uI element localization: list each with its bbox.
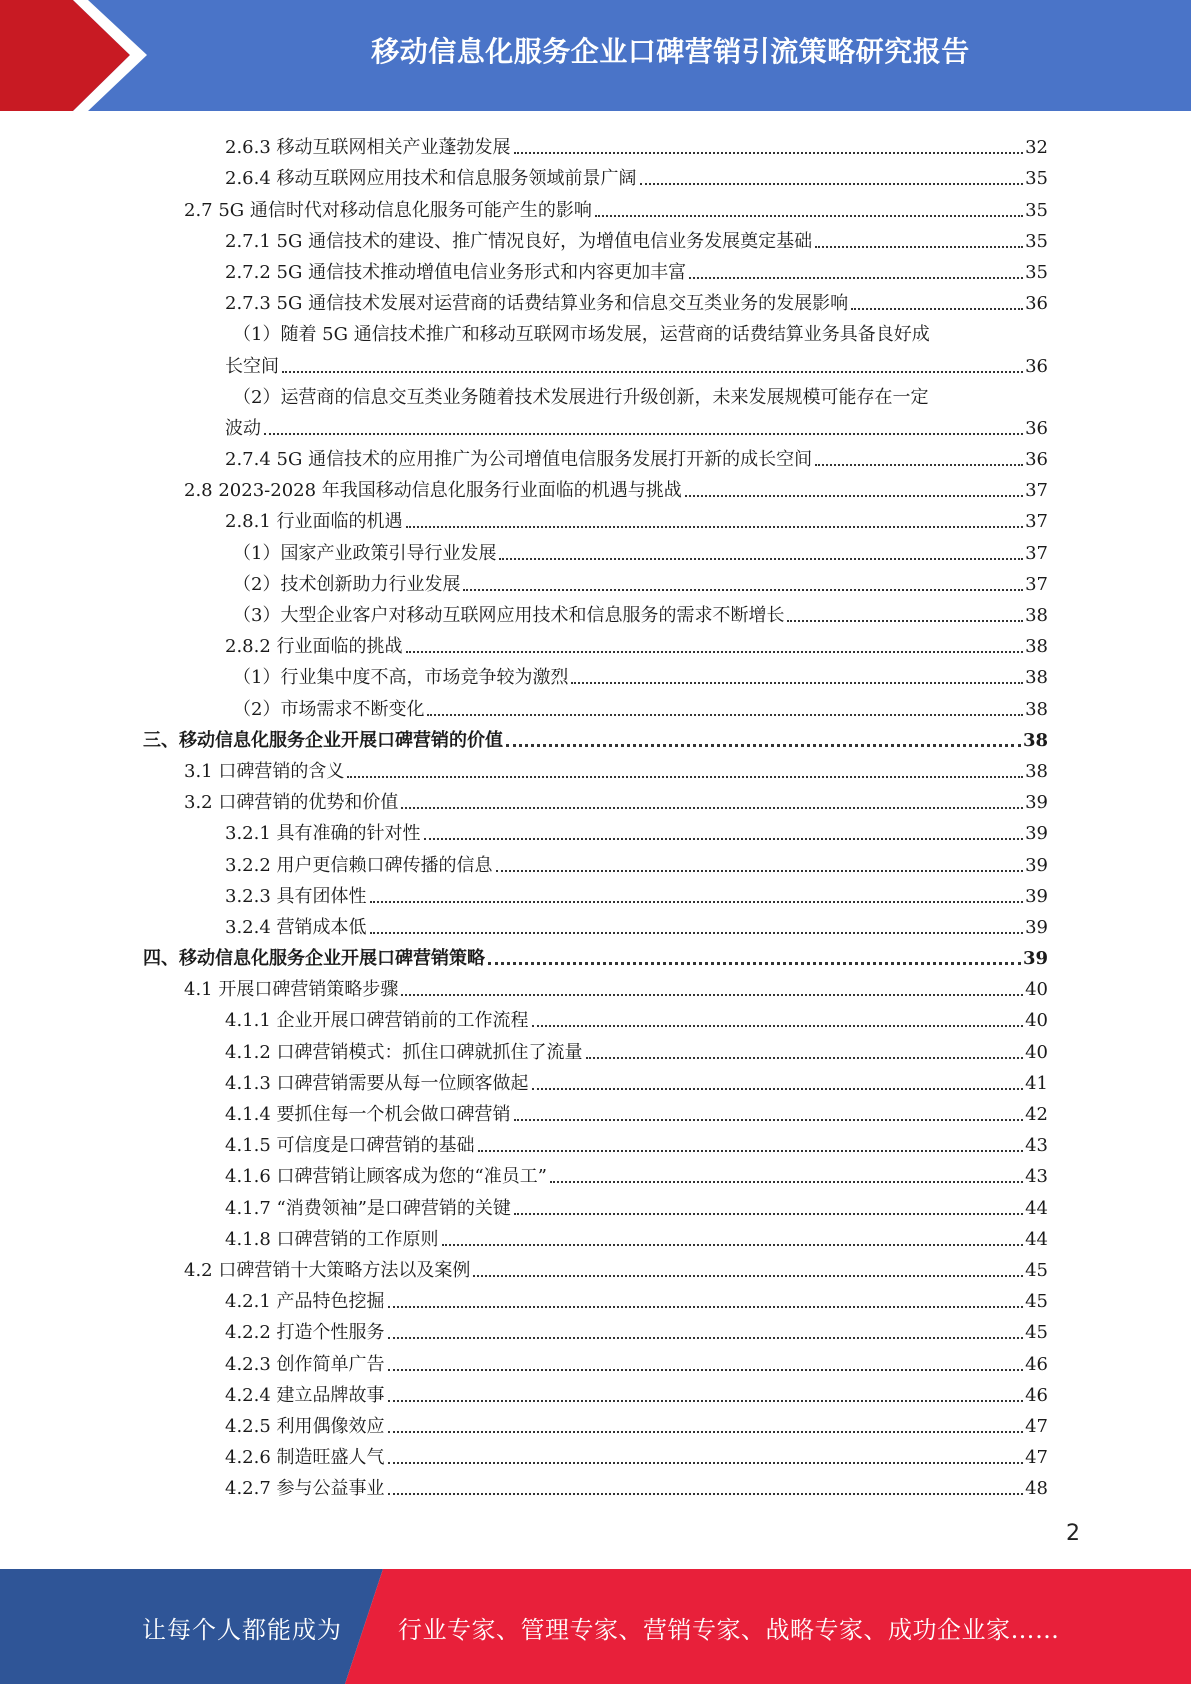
toc-page-number: 46 [1025,1384,1048,1406]
toc-entry[interactable] [0,1344,1048,1375]
toc-page-number: 36 [1025,355,1048,377]
toc-dot-leader [640,183,1024,185]
toc-entry-title: 4.1.4 要抓住每一个机会做口碑营销 [225,1104,511,1125]
page-number: 2 [1066,1521,1080,1546]
toc-entry-title: 4.1.8 口碑营销的工作原则 [225,1228,439,1250]
toc-entry[interactable] [0,1064,1048,1095]
toc-dot-leader [514,1213,1023,1215]
toc-entry[interactable] [0,471,1048,502]
toc-entry[interactable] [0,565,1048,596]
toc-dot-leader [401,994,1023,996]
toc-entry-title: 3.2.4 营销成本低 [225,916,367,938]
toc-dot-leader [427,714,1023,716]
toc-entry-title: 2.7.2 5G 通信技术推动增值电信业务形式和内容更加丰富 [225,261,687,283]
toc-entry[interactable] [0,533,1048,564]
toc-page-number: 37 [1025,542,1048,564]
page-footer [0,1569,1191,1684]
toc-entry[interactable] [0,315,1048,346]
toc-entry[interactable] [0,721,1048,752]
toc-entry[interactable] [0,1313,1048,1344]
table-of-contents [0,128,1191,1500]
toc-entry[interactable] [0,596,1048,627]
toc-entry[interactable] [0,253,1048,284]
toc-page-number: 36 [1025,293,1048,315]
toc-dot-leader [406,651,1024,653]
toc-entry-title: （2）技术创新助力行业发展 [233,573,461,595]
toc-entry[interactable] [0,908,1048,939]
toc-dot-leader [571,682,1023,684]
footer-slogan-right: 行业专家、管理专家、营销专家、战略专家、成功企业家…… [398,1616,1060,1644]
toc-dot-leader [488,962,1021,965]
toc-page-number: 36 [1025,449,1048,471]
report-title: 移动信息化服务企业口碑营销引流策略研究报告 [371,35,970,68]
toc-page-number: 39 [1025,854,1048,876]
toc-page-number: 47 [1025,1447,1048,1469]
toc-dot-leader [401,807,1023,809]
toc-dot-leader [815,246,1023,248]
toc-entry-title: 3.2.1 具有准确的针对性 [225,823,421,845]
toc-entry-title: 波动 [225,417,261,439]
toc-entry-title: 2.6.4 移动互联网应用技术和信息服务领域前景广阔 [225,168,637,190]
toc-dot-leader [282,371,1023,373]
toc-entry[interactable] [0,877,1048,908]
toc-dot-leader [388,1306,1024,1308]
toc-page-number: 41 [1025,1072,1048,1094]
toc-page-number: 39 [1022,948,1048,970]
toc-entry[interactable] [0,1188,1048,1219]
toc-entry[interactable] [0,1126,1048,1157]
toc-entry[interactable] [0,1469,1048,1500]
toc-entry[interactable] [0,752,1048,783]
toc-dot-leader [347,776,1023,778]
toc-page-number: 46 [1025,1353,1048,1375]
toc-dot-leader [478,1150,1024,1152]
toc-entry-title: 2.8.2 行业面临的挑战 [225,636,403,658]
toc-page-number: 45 [1025,1259,1048,1281]
toc-dot-leader [506,744,1021,747]
toc-page-number: 37 [1025,480,1048,502]
toc-page-number: 39 [1025,823,1048,845]
toc-dot-leader [370,932,1024,934]
toc-dot-leader [388,1493,1024,1495]
toc-entry-title: （2）运营商的信息交互类业务随着技术发展进行升级创新，未来发展规模可能存在一定 [233,386,929,408]
toc-entry[interactable] [0,970,1048,1001]
toc-entry-title: 2.8 2023-2028 年我国移动信息化服务行业面临的机遇与挑战 [184,480,682,502]
page-header [0,0,1191,111]
toc-entry-title: 3.1 口碑营销的含义 [184,760,345,782]
toc-page-number: 40 [1025,979,1048,1001]
toc-entry-title: 长空间 [225,355,279,377]
toc-entry-title: （1）国家产业政策引导行业发展 [233,542,497,564]
toc-entry-title: 4.2.5 利用偶像效应 [225,1415,385,1437]
chevron-arrow-icon [0,0,160,111]
toc-entry[interactable] [0,128,1048,159]
toc-entry[interactable] [0,190,1048,221]
toc-entry-title: 4.1.1 企业开展口碑营销前的工作流程 [225,1010,529,1032]
toc-dot-leader [595,215,1023,217]
toc-page-number: 38 [1025,636,1048,658]
toc-page-number: 35 [1025,230,1048,252]
toc-entry-title: 3.2.2 用户更信赖口碑传播的信息 [225,854,493,876]
toc-dot-leader [388,1431,1024,1433]
toc-dot-leader [463,589,1023,591]
toc-entry-title: 4.1.2 口碑营销模式：抓住口碑就抓住了流量 [225,1041,583,1063]
toc-entry-title: 4.1.3 口碑营销需要从每一位顾客做起 [225,1072,529,1094]
toc-dot-leader [532,1025,1024,1027]
toc-entry[interactable] [0,1001,1048,1032]
toc-entry-title: （1）行业集中度不高，市场竞争较为激烈 [233,667,569,689]
toc-entry-title: 4.2.3 创作简单广告 [225,1353,385,1375]
toc-page-number: 43 [1025,1166,1048,1188]
toc-dot-leader [388,1400,1024,1402]
toc-dot-leader [499,558,1023,560]
toc-dot-leader [388,1369,1024,1371]
toc-entry-title: 4.2.7 参与公益事业 [225,1478,385,1500]
toc-entry-title: 2.8.1 行业面临的机遇 [225,511,403,533]
toc-entry-title: 2.7.3 5G 通信技术发展对运营商的话费结算业务和信息交互类业务的发展影响 [225,293,849,315]
toc-dot-leader [406,526,1024,528]
toc-entry[interactable] [0,845,1048,876]
toc-page-number: 35 [1025,261,1048,283]
toc-entry[interactable] [0,1376,1048,1407]
toc-dot-leader [514,152,1024,154]
toc-entry[interactable] [0,346,1048,377]
toc-dot-leader [496,870,1024,872]
toc-page-number: 47 [1025,1415,1048,1437]
toc-page-number: 42 [1025,1104,1048,1125]
footer-slogan-left: 让每个人都能成为 [142,1616,342,1644]
toc-dot-leader [815,464,1023,466]
toc-entry[interactable] [0,1220,1048,1251]
toc-entry[interactable] [0,284,1048,315]
toc-entry[interactable] [0,502,1048,533]
toc-dot-leader [473,1275,1023,1277]
toc-page-number: 35 [1025,168,1048,190]
toc-page-number: 40 [1025,1010,1048,1032]
toc-page-number: 48 [1025,1478,1048,1500]
toc-entry[interactable] [0,1095,1048,1126]
toc-entry[interactable] [0,222,1048,253]
toc-entry-title: 4.2.1 产品特色挖掘 [225,1291,385,1313]
toc-dot-leader [586,1057,1024,1059]
toc-dot-leader [787,620,1023,622]
toc-page-number: 39 [1025,916,1048,938]
toc-entry[interactable] [0,1157,1048,1188]
toc-page-number: 35 [1025,199,1048,221]
toc-entry[interactable] [0,378,1048,409]
toc-entry[interactable] [0,814,1048,845]
toc-page-number: 38 [1025,667,1048,689]
toc-entry-title: 3.2 口碑营销的优势和价值 [184,792,399,814]
toc-entry-title: 3.2.3 具有团体性 [225,885,367,907]
toc-dot-leader [370,901,1024,903]
toc-entry[interactable] [0,783,1048,814]
toc-entry-title: 4.1 开展口碑营销策略步骤 [184,979,399,1001]
toc-entry[interactable] [0,1407,1048,1438]
toc-entry-title: 4.1.6 口碑营销让顾客成为您的“准员工” [225,1166,547,1188]
toc-page-number: 38 [1025,698,1048,720]
toc-dot-leader [264,433,1023,435]
toc-page-number: 39 [1025,792,1048,814]
toc-entry[interactable] [0,658,1048,689]
toc-dot-leader [388,1337,1024,1339]
toc-entry-title: 4.2.2 打造个性服务 [225,1322,385,1344]
toc-entry-title: （3）大型企业客户对移动互联网应用技术和信息服务的需求不断增长 [233,605,785,626]
toc-page-number: 38 [1025,605,1048,626]
toc-dot-leader [442,1244,1024,1246]
toc-entry-title: 4.2 口碑营销十大策略方法以及案例 [184,1259,471,1281]
toc-dot-leader [532,1088,1024,1090]
toc-entry-title: 4.1.5 可信度是口碑营销的基础 [225,1135,475,1157]
toc-page-number: 38 [1025,760,1048,782]
toc-entry-title: 三、移动信息化服务企业开展口碑营销的价值 [143,729,503,751]
toc-page-number: 45 [1025,1291,1048,1313]
toc-page-number: 36 [1025,417,1048,439]
toc-page-number: 40 [1025,1041,1048,1063]
toc-entry-title: 2.7 5G 通信时代对移动信息化服务可能产生的影响 [184,199,592,221]
toc-dot-leader [685,495,1023,497]
toc-entry-title: 2.6.3 移动互联网相关产业蓬勃发展 [225,137,511,159]
toc-page-number: 37 [1025,511,1048,533]
toc-entry[interactable] [0,159,1048,190]
toc-entry[interactable] [0,1032,1048,1063]
toc-page-number: 45 [1025,1322,1048,1344]
toc-entry-title: 2.7.4 5G 通信技术的应用推广为公司增值电信服务发展打开新的成长空间 [225,449,813,471]
toc-entry[interactable] [0,627,1048,658]
toc-entry[interactable] [0,689,1048,720]
toc-entry[interactable] [0,440,1048,471]
toc-page-number: 39 [1025,885,1048,907]
toc-entry-title: 四、移动信息化服务企业开展口碑营销策略 [143,948,485,970]
toc-page-number: 38 [1022,729,1048,751]
toc-page-number: 44 [1025,1228,1048,1250]
toc-entry[interactable] [0,1282,1048,1313]
toc-entry-title: （1）随着 5G 通信技术推广和移动互联网市场发展，运营商的话费结算业务具备良好成 [233,324,930,346]
toc-entry[interactable] [0,939,1048,970]
toc-dot-leader [388,1462,1024,1464]
toc-entry[interactable] [0,1251,1048,1282]
toc-page-number: 43 [1025,1135,1048,1157]
toc-page-number: 32 [1025,137,1048,159]
toc-entry-title: 2.7.1 5G 通信技术的建设、推广情况良好，为增值电信业务发展奠定基础 [225,230,813,252]
toc-dot-leader [514,1119,1024,1121]
toc-dot-leader [424,838,1024,840]
toc-entry-title: （2）市场需求不断变化 [233,698,425,720]
toc-entry-title: 4.2.6 制造旺盛人气 [225,1447,385,1469]
toc-page-number: 44 [1025,1197,1048,1219]
toc-dot-leader [689,277,1023,279]
toc-entry[interactable] [0,1438,1048,1469]
toc-entry[interactable] [0,409,1048,440]
toc-dot-leader [851,308,1023,310]
toc-entry-title: 4.2.4 建立品牌故事 [225,1384,385,1406]
toc-entry-title: 4.1.7 “消费领袖”是口碑营销的关键 [225,1197,511,1219]
toc-page-number: 37 [1025,573,1048,595]
toc-dot-leader [550,1181,1023,1183]
